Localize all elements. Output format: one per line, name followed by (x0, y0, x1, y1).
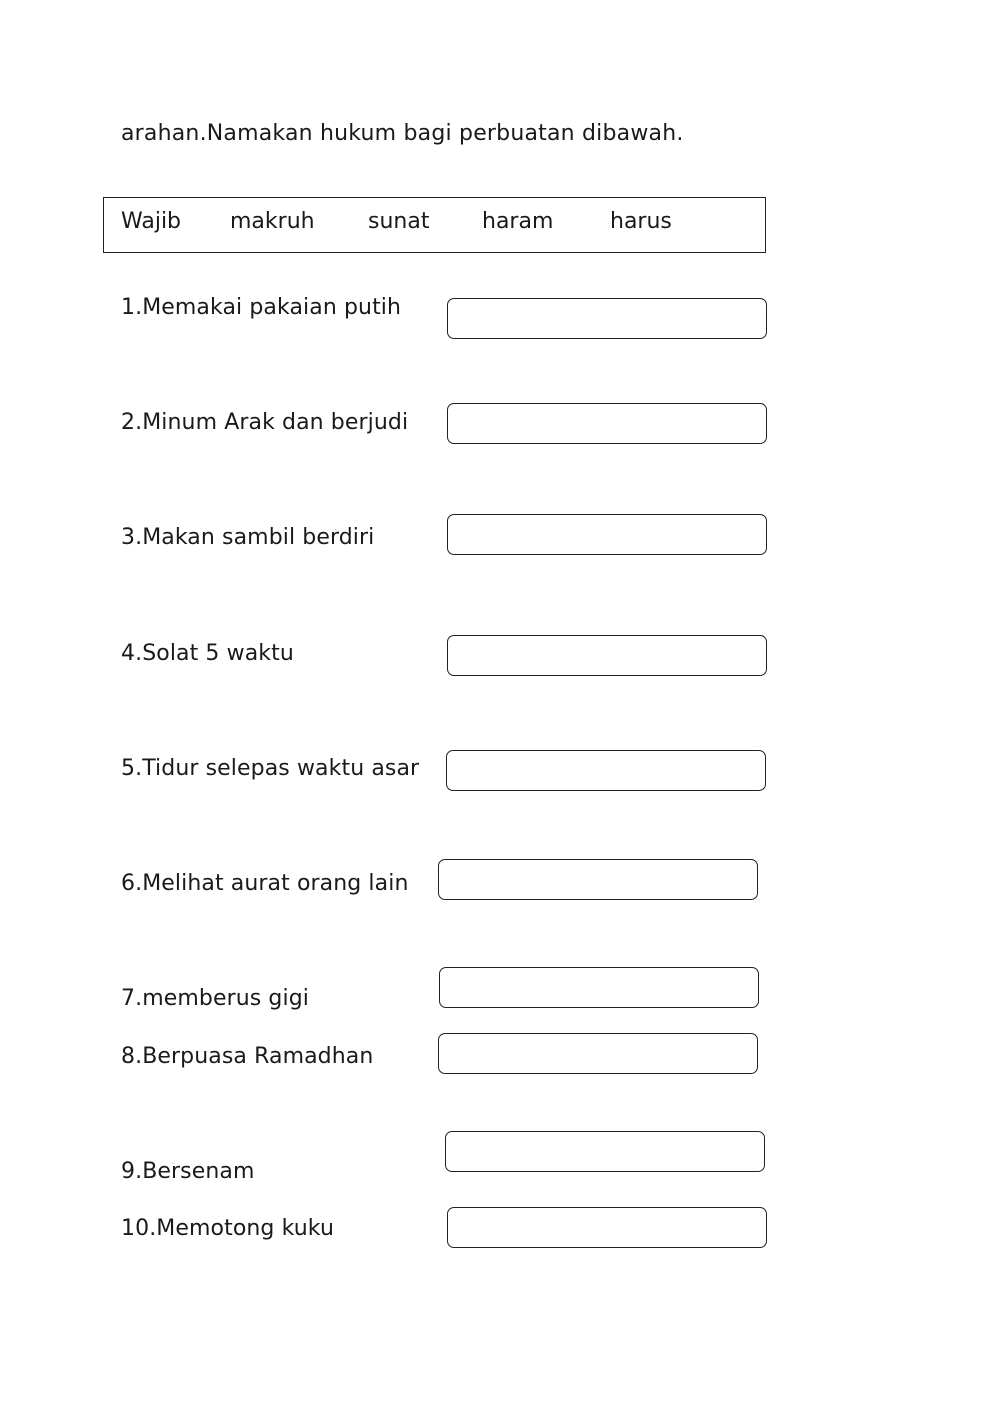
question-4-label: 4.Solat 5 waktu (121, 641, 294, 666)
question-9-label: 9.Bersenam (121, 1159, 255, 1184)
question-9-answer-input[interactable] (445, 1131, 765, 1172)
question-4-answer-input[interactable] (447, 635, 767, 676)
question-2-answer-input[interactable] (447, 403, 767, 444)
question-1-label: 1.Memakai pakaian putih (121, 295, 402, 320)
word-bank (103, 197, 766, 253)
word-bank-item-sunat: sunat (368, 209, 430, 234)
question-10-answer-input[interactable] (447, 1207, 767, 1248)
instruction-text: arahan.Namakan hukum bagi perbuatan dibawah. (121, 121, 684, 146)
question-7-answer-input[interactable] (439, 967, 759, 1008)
word-bank-item-haram: haram (482, 209, 554, 234)
question-2-label: 2.Minum Arak dan berjudi (121, 410, 409, 435)
question-3-answer-input[interactable] (447, 514, 767, 555)
question-7-label: 7.memberus gigi (121, 986, 309, 1011)
question-6-label: 6.Melihat aurat orang lain (121, 871, 409, 896)
question-8-answer-input[interactable] (438, 1033, 758, 1074)
question-1-answer-input[interactable] (447, 298, 767, 339)
question-10-label: 10.Memotong kuku (121, 1216, 334, 1241)
question-8-label: 8.Berpuasa Ramadhan (121, 1044, 374, 1069)
word-bank-item-harus: harus (610, 209, 672, 234)
question-6-answer-input[interactable] (438, 859, 758, 900)
word-bank-item-makruh: makruh (230, 209, 315, 234)
question-5-label: 5.Tidur selepas waktu asar (121, 756, 420, 781)
question-5-answer-input[interactable] (446, 750, 766, 791)
word-bank-item-wajib: Wajib (121, 209, 182, 234)
question-3-label: 3.Makan sambil berdiri (121, 525, 375, 550)
